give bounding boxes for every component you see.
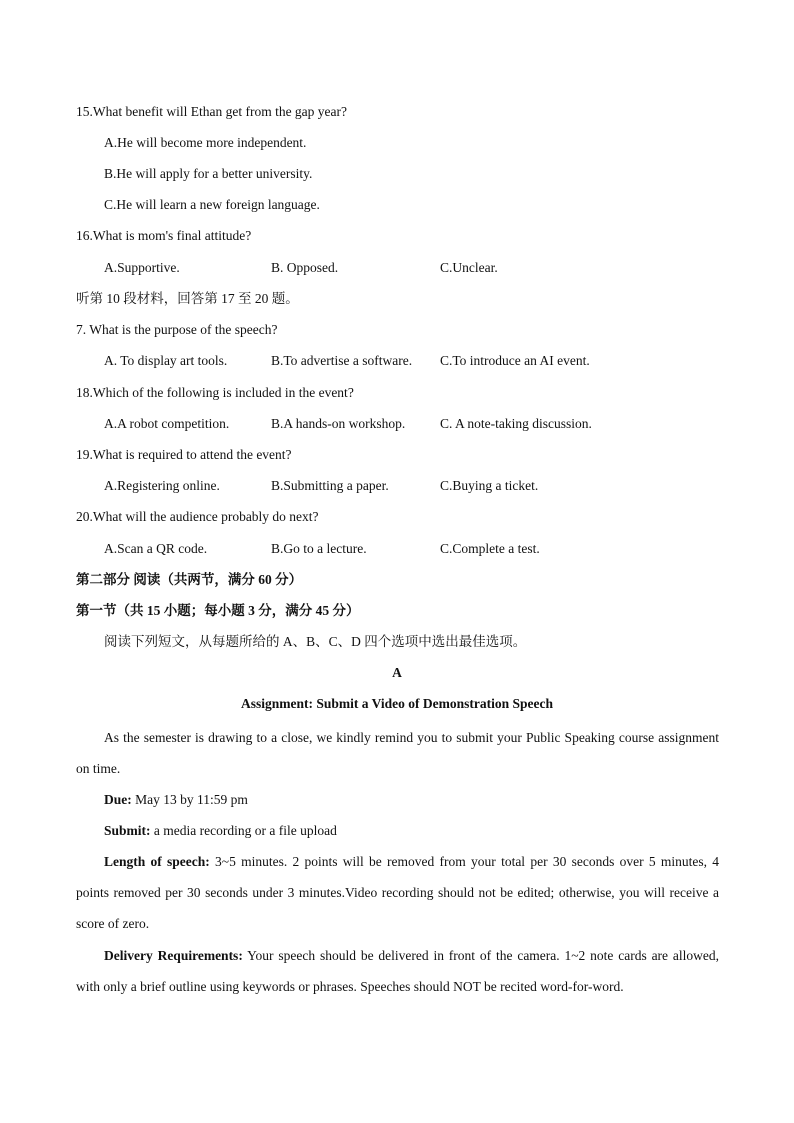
- q20-option-a: A.Scan a QR code.: [104, 541, 208, 556]
- length-value: 3~5 minutes. 2 points will be removed from your total per 30 seconds over 5 minutes, 4 points removed per 30 seconds under 3 minutes.Video recording should not be edited; otherwise, you will receive a score of zero.: [76, 854, 719, 931]
- q17-option-b: B.To advertise a software.: [271, 353, 413, 368]
- passage-letter: A: [392, 665, 402, 680]
- section1-heading: 第一节（共 15 小题；每小题 3 分，满分 45 分）: [76, 603, 360, 618]
- q17-option-c: C.To introduce an AI event.: [440, 353, 590, 368]
- q18-option-c: C. A note-taking discussion.: [440, 416, 592, 431]
- length-paragraph: [76, 846, 719, 939]
- delivery-label: Delivery Requirements:: [104, 948, 243, 963]
- due-value: May 13 by 11:59 pm: [131, 792, 248, 807]
- submit-paragraph: [76, 815, 719, 846]
- submit-label: Submit:: [104, 823, 151, 838]
- due-label: Due:: [104, 792, 132, 807]
- q15-option-a: A.He will become more independent.: [104, 135, 307, 150]
- q19-stem: 19.What is required to attend the event?: [76, 447, 292, 462]
- listening-section-note: 听第 10 段材料，回答第 17 至 20 题。: [76, 291, 299, 306]
- passage-title: Assignment: Submit a Video of Demonstration Speech: [240, 696, 553, 711]
- q19-option-b: B.Submitting a paper.: [271, 478, 389, 493]
- due-paragraph: [76, 784, 719, 815]
- q19-option-a: A.Registering online.: [104, 478, 220, 493]
- q16-option-b: B. Opposed.: [271, 260, 339, 275]
- q20-option-b: B.Go to a lecture.: [271, 541, 367, 556]
- delivery-value: Your speech should be delivered in front of the camera. 1~2 note cards are allowed, with only a brief outline using keywords or phrases. Speeches should NOT be recited word-for-word.: [76, 948, 719, 994]
- q15-option-b: B.He will apply for a better university.: [104, 166, 313, 181]
- q15-stem: 15.What benefit will Ethan get from the gap year?: [76, 104, 348, 119]
- q16-stem: 16.What is mom's final attitude?: [76, 228, 252, 243]
- q19-option-c: C.Buying a ticket.: [440, 478, 539, 493]
- q16-option-a: A.Supportive.: [104, 260, 180, 275]
- q16-option-c: C.Unclear.: [440, 260, 498, 275]
- q18-stem: 18.Which of the following is included in the event?: [76, 385, 354, 400]
- part2-heading: 第二部分 阅读（共两节，满分 60 分）: [76, 572, 303, 587]
- length-label: Length of speech:: [104, 854, 210, 869]
- q17-stem: 7. What is the purpose of the speech?: [76, 322, 278, 337]
- q15-option-c: C.He will learn a new foreign language.: [104, 197, 320, 212]
- q20-stem: 20.What will the audience probably do next?: [76, 509, 319, 524]
- q18-option-b: B.A hands-on workshop.: [271, 416, 406, 431]
- q20-option-c: C.Complete a test.: [440, 541, 540, 556]
- passage-intro: As the semester is drawing to a close, we kindly remind you to submit your Public Speaking course assignment on time.: [76, 730, 719, 776]
- delivery-paragraph: [76, 940, 719, 1002]
- q18-option-a: A.A robot competition.: [104, 416, 230, 431]
- q17-option-a: A. To display art tools.: [104, 353, 228, 368]
- reading-instruction: 阅读下列短文，从每题所给的 A、B、C、D 四个选项中选出最佳选项。: [104, 634, 527, 649]
- submit-value: a media recording or a file upload: [150, 823, 337, 838]
